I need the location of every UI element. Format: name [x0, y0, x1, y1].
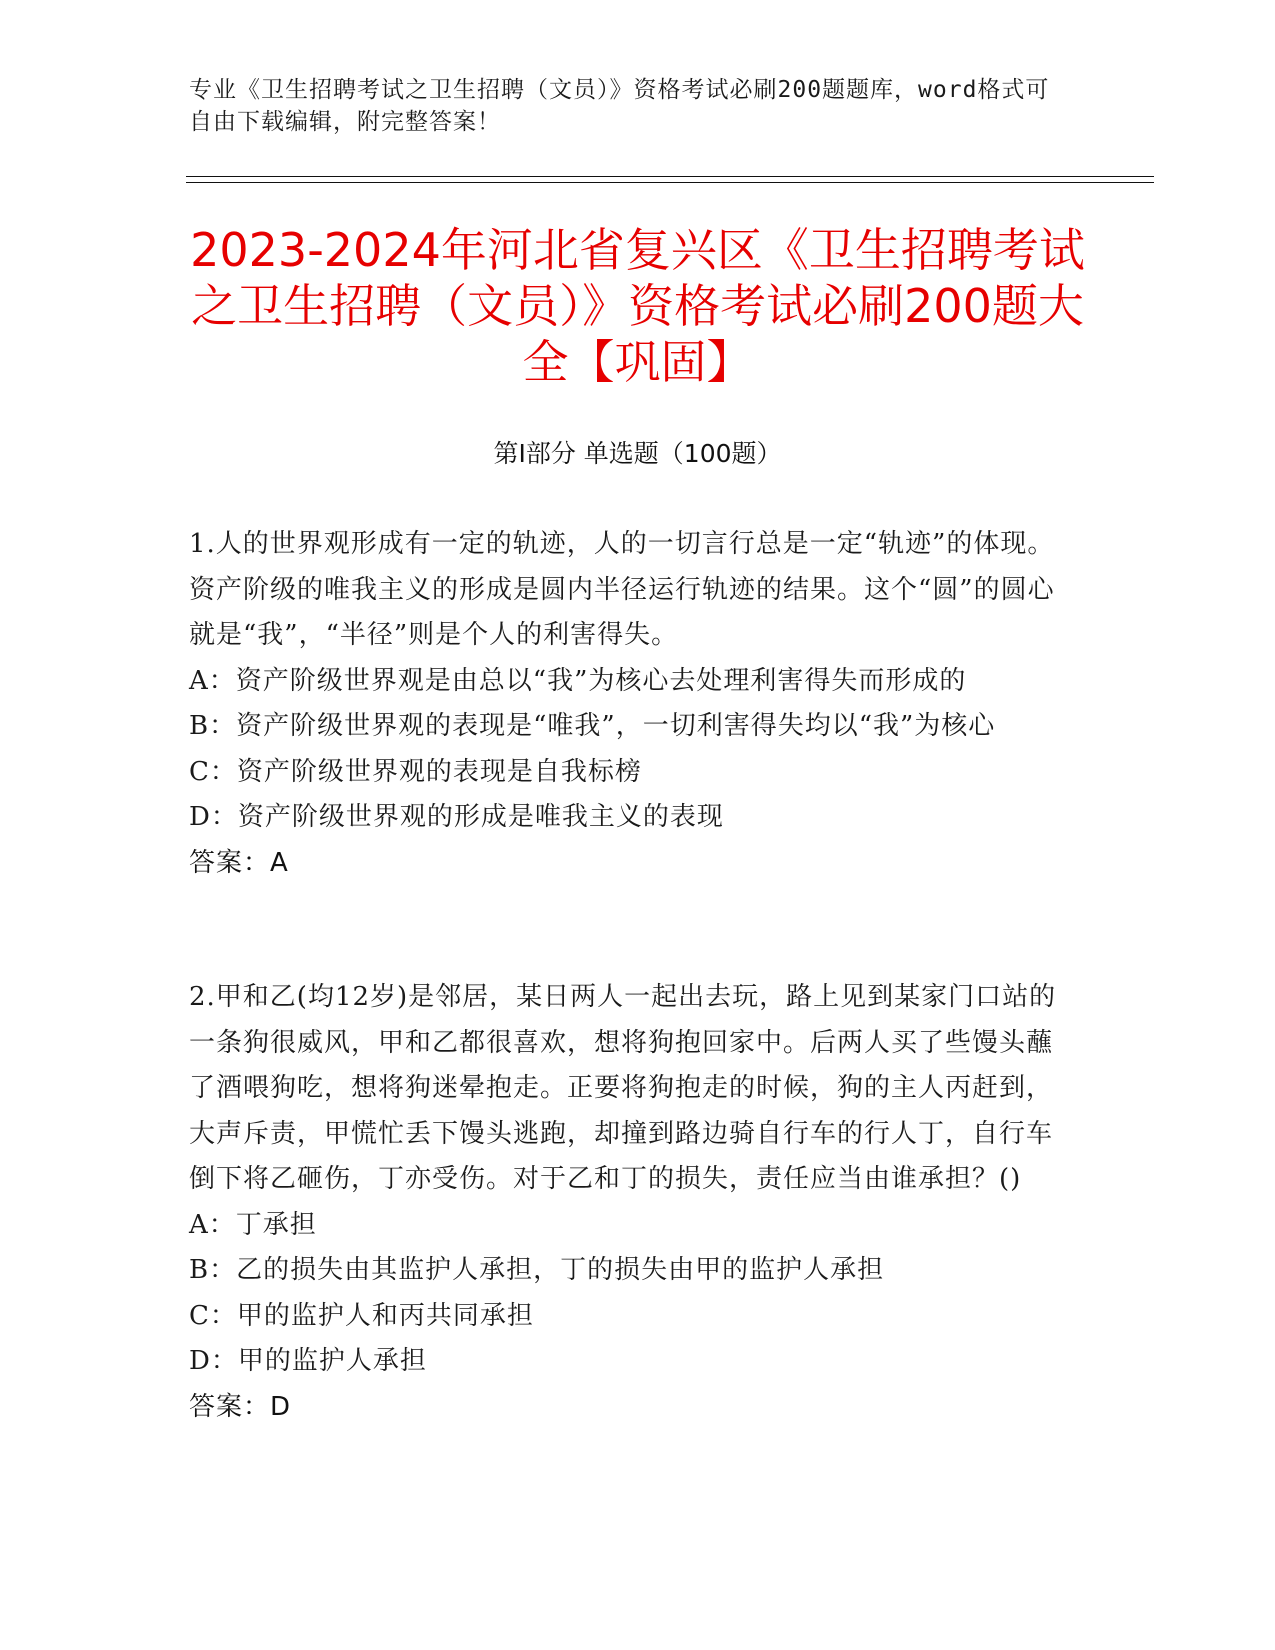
header-divider-bottom [186, 182, 1154, 183]
question-1-answer: 答案：A [189, 847, 289, 878]
question-2-option-a: A：丁承担 [189, 1209, 317, 1240]
section-title: 第I部分 单选题（100题） [493, 439, 782, 468]
question-1-option-b: B：资产阶级世界观的表现是“唯我”，一切利害得失均以“我”为核心 [189, 711, 996, 741]
question-2 [189, 975, 1069, 1430]
document-title: 2023-2024年河北省复兴区《卫生招聘考试之卫生招聘（文员）》资格考试必刷200题大全【巩固】 [190, 223, 1085, 389]
question-1-option-d: D：资产阶级世界观的形成是唯我主义的表现 [189, 802, 724, 832]
question-1-option-c: C：资产阶级世界观的表现是自我标榜 [189, 756, 642, 787]
question-1-option-a: A：资产阶级世界观是由总以“我”为核心去处理利害得失而形成的 [189, 665, 967, 696]
question-2-option-b: B：乙的损失由其监护人承担，丁的损失由甲的监护人承担 [189, 1255, 885, 1285]
question-2-answer: 答案：D [189, 1391, 292, 1422]
question-2-option-d: D：甲的监护人承担 [189, 1346, 427, 1376]
question-2-option-c: C：甲的监护人和丙共同承担 [189, 1300, 534, 1331]
question-1 [189, 522, 1069, 886]
header-divider-top [186, 176, 1154, 177]
question-1-text: 1.人的世界观形成有一定的轨迹，人的一切言行总是一定“轨迹”的体现。资产阶级的唯我主义的形成是圆内半径运行轨迹的结果。这个“圆”的圆心就是“我”，“半径”则是个人的利害得失。 [189, 529, 1055, 650]
question-2-text: 2.甲和乙(均12岁)是邻居，某日两人一起出去玩，路上见到某家门口站的一条狗很威风，甲和乙都很喜欢，想将狗抱回家中。后两人买了些馒头蘸了酒喂狗吃，想将狗迷晕抱走。正要将狗抱走的时候，狗的主人丙赶到，大声斥责，甲慌忙丢下馒头逃跑，却撞到路边骑自行车的行人丁，自行车倒下将乙砸伤，丁亦受伤。对于乙和丁的损失，责任应当由谁承担？() [189, 982, 1057, 1194]
header-note: 专业《卫生招聘考试之卫生招聘（文员）》资格考试必刷200题题库，word格式可自由下载编辑，附完整答案！ [189, 77, 1050, 135]
